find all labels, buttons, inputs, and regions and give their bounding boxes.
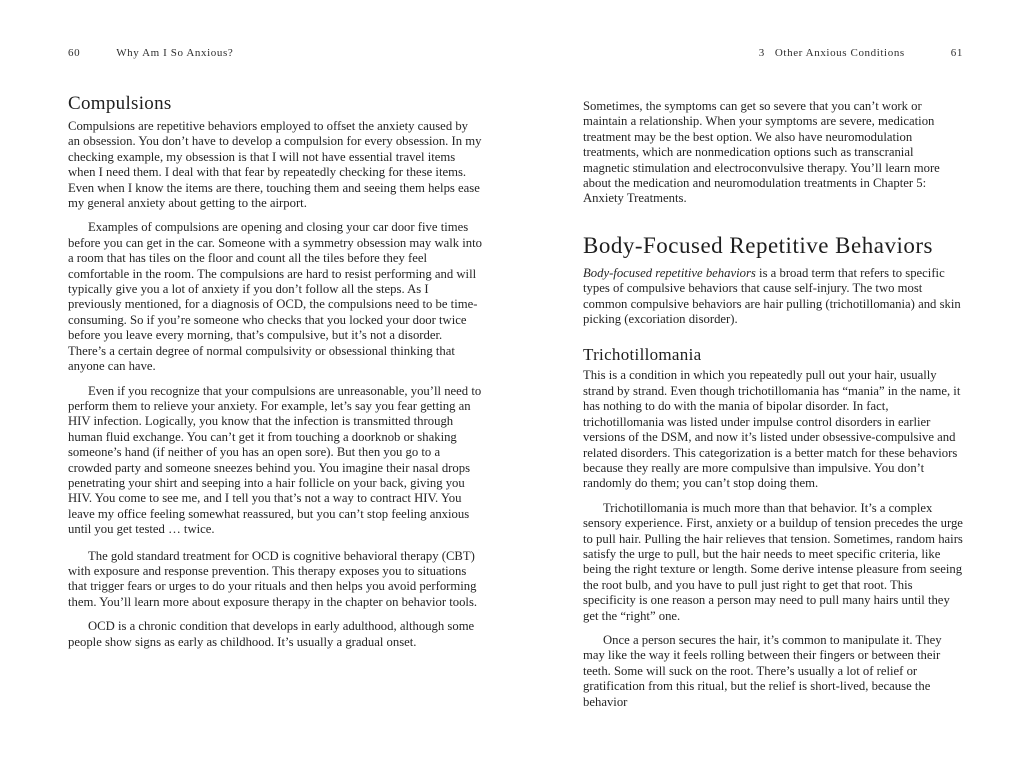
paragraph: The gold standard treatment for OCD is cognitive behavioral therapy (CBT) with exposure and response prevention. This therapy exposes you to situations that trigger fears or urges to do your rituals and then helps you avoid performing them. You’ll learn more about exposure therapy in the chapter on behavior tools. — [68, 548, 478, 609]
page-number-right: 61 — [950, 47, 963, 59]
subsection-title-trichotillomania: Trichotillomania — [583, 345, 702, 365]
running-head-left — [68, 47, 482, 59]
paragraph: Trichotillomania is much more than that behavior. It’s a complex sensory experience. First, anxiety or a buildup of tension precedes the urge to pull hair. Pulling the hair relieves that tension. Sometimes, random hairs satisfy the urge to pull, but the hair needs to meet specific criteria, like being the right texture or length. Some derive intense pleasure from seeing the root bulb, and you have to pull just right to get that root. This specificity is one reason a person may need to pull many hairs until they get the “right” one. — [583, 500, 963, 623]
running-head-right — [583, 47, 963, 59]
page-number-left: 60 — [68, 47, 81, 59]
page-right — [583, 0, 963, 710]
chapter-number: 3 — [758, 47, 765, 59]
paragraph: Compulsions are repetitive behaviors employed to offset the anxiety caused by an obsession. You don’t have to develop a compulsion for every obsession. In my checking example, my obsession is that I will not have essential travel items when I need them. I deal with that fear by repeatedly checking for these items. Even when I know the items are there, touching them and seeing them helps ease my general anxiety about getting to the airport. — [68, 119, 482, 211]
paragraph: This is a condition in which you repeatedly pull out your hair, usually strand by strand. Even though trichotillomania has “mania” in the name, it has nothing to do with the mania of bipolar disorder. In fact, trichotillomania was listed under impulse control disorders in earlier versions of the DSM, and now it’s listed under obsessive-compulsive and related disorders. This categorization is a better match for these behaviors because they really are more compulsive than impulsive. You don’t randomly do them; you can’t stop doing them. — [583, 368, 961, 491]
paragraph: Examples of compulsions are opening and closing your car door five times before you can get in the car. Someone with a symmetry obsession may walk into a room that has tiles on the floor and count all the tiles before they feel comfortable in the room. The compulsions are hard to resist performing and will typically give you a lot of anxiety if you don’t follow all the steps. As I previously mentioned, for a diagnosis of OCD, the compulsions need to be time-consuming. So if you’re someone who checks that you locked your door twice before you leave every morning, that’s compulsive, but it’s not a disorder. There’s a certain degree of normal compulsivity or obsessional thinking that anyone can have. — [68, 220, 483, 374]
page-left — [68, 0, 482, 650]
running-title-right: Other Anxious Conditions — [774, 47, 905, 59]
running-title-left: Why Am I So Anxious? — [116, 47, 234, 59]
section-title-compulsions: Compulsions — [68, 93, 172, 114]
paragraph-text: is a broad term that refers to specific types of compulsive behaviors that cause self-injury. The two most common compulsive behaviors are hair pulling (trichotillomania) and skin picking (excoriation disorder). — [583, 265, 961, 327]
paragraph: OCD is a chronic condition that develops in early adulthood, although some people show signs as early as childhood. It’s usually a gradual onset. — [68, 619, 475, 649]
paragraph — [583, 266, 963, 328]
paragraph: Sometimes, the symptoms can get so severe that you can’t work or maintain a relationship. When your symptoms are severe, medication treatment may be the best option. We also have neuromodulation treatments, which are nonmedication options such as transcranial magnetic stimulation and electroconvulsive therapy. You’ll learn more about the medication and neuromodulation treatments in Chapter 5: Anxiety Treatments. — [583, 99, 940, 206]
paragraph: Once a person secures the hair, it’s common to manipulate it. They may like the way it feels rolling between their fingers or between their teeth. Some will suck on the root. There’s usually a lot of relief or gratification from this ritual, but the relief is short-lived, because the behavior — [583, 632, 942, 709]
paragraph: Even if you recognize that your compulsions are unreasonable, you’ll need to perform them to relieve your anxiety. For example, let’s say you fear getting an HIV infection. Logically, you know that the infection is transmitted through human fluid exchange. You can’t get it from touching a doorknob or shaking someone’s hand (if neither of you has an open sore). But then you go to a crowded party and someone sneezes behind you. You imagine their nasal drops penetrating your shirt and seeping into a hair follicle on your back, giving you HIV. You come to see me, and I tell you that’s not a way to contract HIV. You leave my office feeling somewhat reassured, but you can’t stop feeling anxious until you get tested … twice. — [68, 383, 482, 537]
italic-term: Body-focused repetitive behaviors — [583, 265, 756, 280]
section-title-bfrb: Body-Focused Repetitive Behaviors — [583, 232, 933, 258]
